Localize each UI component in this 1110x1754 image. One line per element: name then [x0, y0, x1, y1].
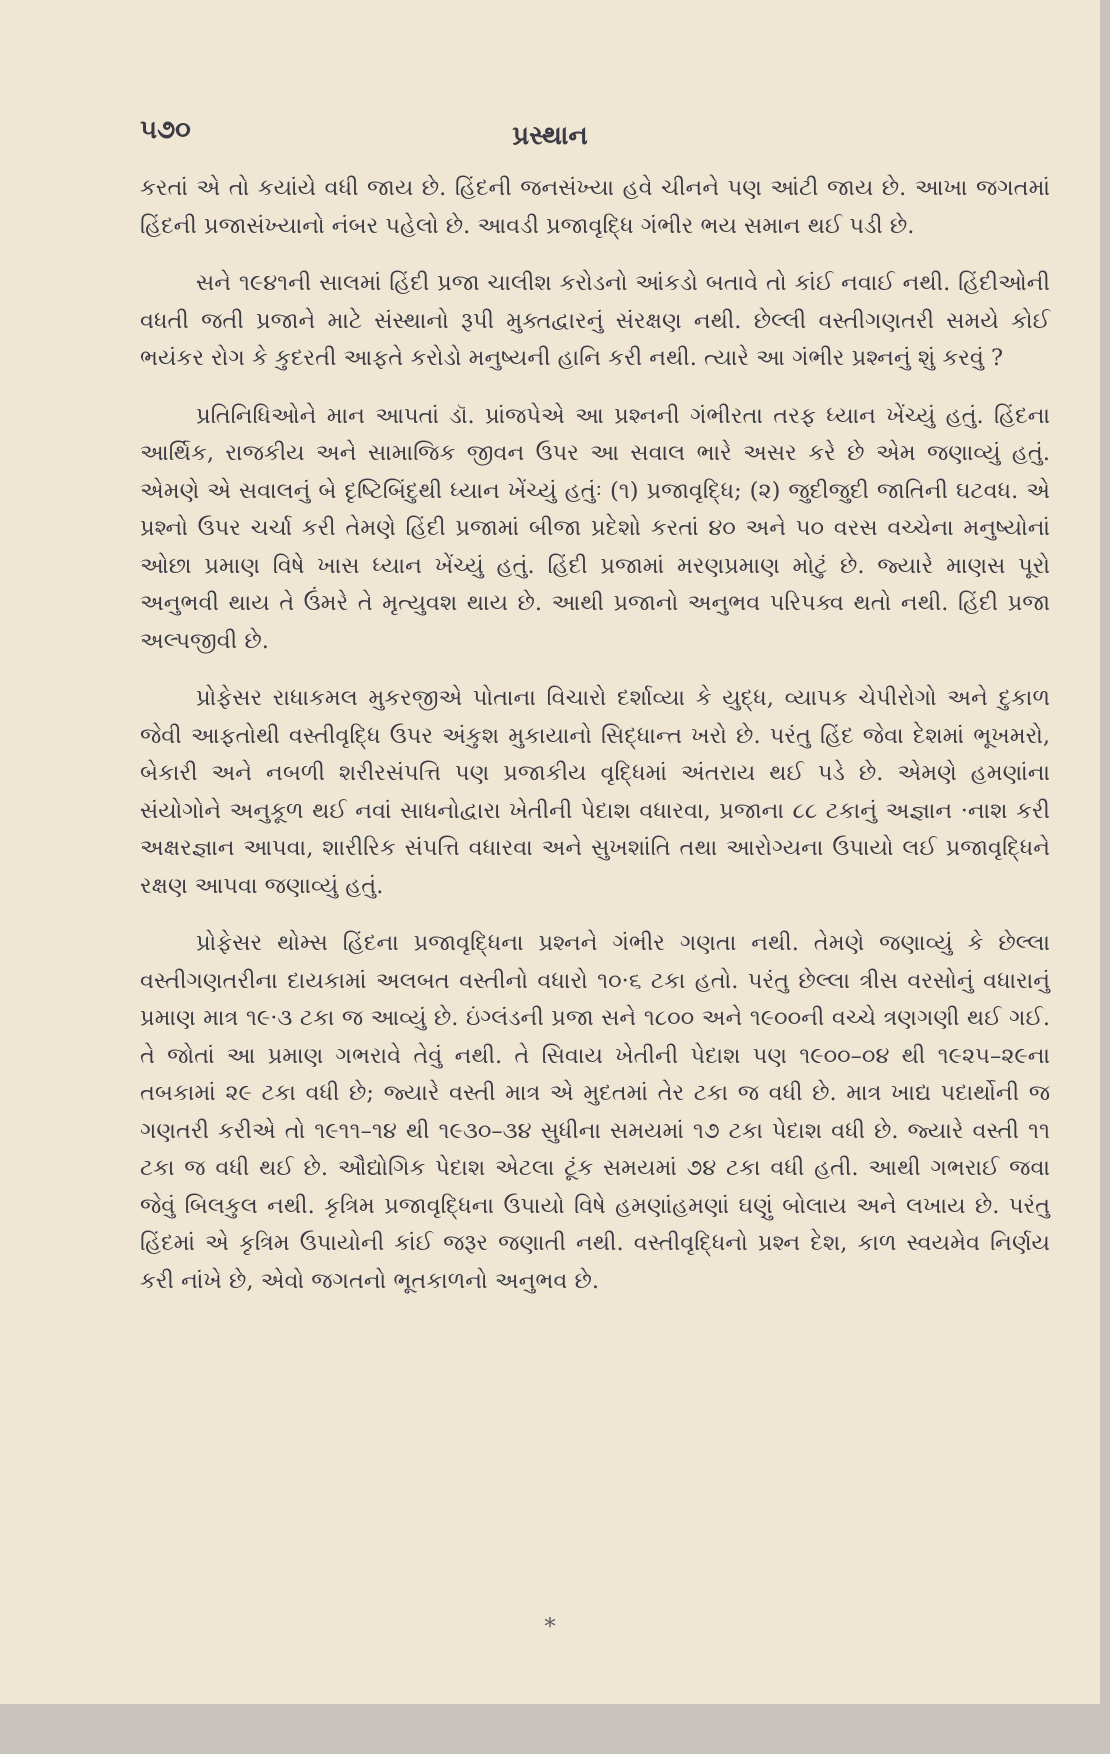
- paragraph: પ્રોફેસર થોમ્સ હિંદના પ્રજાવૃદ્ધિના પ્રશ્નને ગંભીર ગણતા નથી. તેમણે જણાવ્યું કે છેલ્લા વસ્તીગણતરીના દાયકામાં અલબત વસ્તીનો વધારો ૧૦·૬ ટકા હતો. પરંતુ છેલ્લા ત્રીસ વરસોનું વધારાનું પ્રમાણ માત્ર ૧૯·૩ ટકા જ આવ્યું છે. ઇંગ્લંડની પ્રજા સને ૧૮૦૦ અને ૧૯૦૦ની વચ્ચે ત્રણગણી થઈ ગઈ. તે જોતાં આ પ્રમાણ ગભરાવે તેવું નથી. તે સિવાય ખેતીની પેદાશ પણ ૧૯૦૦–૦૪ થી ૧૯૨૫–૨૯ના તબકામાં ૨૯ ટકા વધી છે; જ્યારે વસ્તી માત્ર એ મુદતમાં તેર ટકા જ વધી છે. માત્ર ખાદ્ય પદાર્થોની જ ગણતરી કરીએ તો ૧૯૧૧–૧૪ થી ૧૯૩૦–૩૪ સુધીના સમયમાં ૧૭ ટકા પેદાશ વધી છે. જ્યારે વસ્તી ૧૧ ટકા જ વધી થઈ છે. ઔદ્યોગિક પેદાશ એટલા ટૂંક સમયમાં ૭૪ ટકા વધી હતી. આથી ગભરાઈ જવા જેવું બિલકુલ નથી. કૃત્રિમ પ્રજાવૃદ્ધિના ઉપાયો વિષે હમણાંહમણાં ઘણું બોલાય અને લખાય છે. પરંતુ હિંદમાં એ કૃત્રિમ ઉપાયોની કાંઈ જરૂર જણાતી નથી. વસ્તીવૃદ્ધિનો પ્રશ્ન દેશ, કાળ સ્વયમેવ નિર્ણય કરી નાંખે છે, એવો જગતનો ભૂતકાળનો અનુભવ છે.: [140, 930, 1050, 1294]
- paragraph: સને ૧૯૪૧ની સાલમાં હિંદી પ્રજા ચાલીશ કરોડનો આંકડો બતાવે તો કાંઈ નવાઈ નથી. હિંદીઓની વધતી જતી પ્રજાને માટે સંસ્થાનો રૂપી મુક્તદ્વારનું સંરક્ષણ નથી. છેલ્લી વસ્તીગણતરી સમયે કોઈ ભયંકર રોગ કે કુદરતી આફતે કરોડો મનુષ્યની હાનિ કરી નથી. ત્યારે આ ગંભીર પ્રશ્નનું શું કરવું ?: [140, 270, 1050, 371]
- page-number: ૫૭૦: [140, 115, 191, 145]
- running-title: પ્રસ્થાન: [512, 121, 588, 151]
- body-text: [140, 170, 1050, 1320]
- footer-asterisk: *: [544, 1615, 556, 1640]
- page-header: [0, 115, 1100, 155]
- paragraph-continuation: કરતાં એ તો કયાંયે વધી જાય છે. હિંદની જનસંખ્યા હવે ચીનને પણ આંટી જાય છે. આખા જગતમાં હિંદની પ્રજાસંખ્યાનો નંબર પહેલો છે. આવડી પ્રજાવૃદ્ધિ ગંભીર ભય સમાન થઈ પડી છે.: [140, 175, 1050, 239]
- paragraph: પ્રોફેસર રાધાકમલ મુકરજીએ પોતાના વિચારો દર્શાવ્યા કે યુદ્ધ, વ્યાપક ચેપીરોગો અને દુકાળ જેવી આફતોથી વસ્તીવૃદ્ધિ ઉપર અંકુશ મુકાયાનો સિદ્ધાન્ત ખરો છે. પરંતુ હિંદ જેવા દેશમાં ભૂખમરો, બેકારી અને નબળી શરીરસંપત્તિ પણ પ્રજાકીય વૃદ્ધિમાં અંતરાય થઈ પડે છે. એમણે હમણાંના સંયોગોને અનુકૂળ થઈ નવાં સાધનોદ્વારા ખેતીની પેદાશ વધારવા, પ્રજાના ૮૮ ટકાનું અજ્ઞાન ·નાશ કરી અક્ષરજ્ઞાન આપવા, શારીરિક સંપત્તિ વધારવા અને સુખશાંતિ તથા આરોગ્યના ઉપાયો લઈ પ્રજાવૃદ્ધિને રક્ષણ આપવા જણાવ્યું હતું.: [140, 685, 1050, 899]
- paragraph: પ્રતિનિધિઓને માન આપતાં ડૉ. પ્રાંજપેએ આ પ્રશ્નની ગંભીરતા તરફ ધ્યાન ખેંચ્યું હતું. હિંદના આર્થિક, રાજકીય અને સામાજિક જીવન ઉપર આ સવાલ ભારે અસર કરે છે એમ જણાવ્યું હતું. એમણે એ સવાલનું બે દૃષ્ટિબિંદુથી ધ્યાન ખેંચ્યું હતુંઃ (૧) પ્રજાવૃદ્ધિ; (૨) જુદીજુદી જાતિની ઘટવધ. એ પ્રશ્નો ઉપર ચર્ચા કરી તેમણે હિંદી પ્રજામાં બીજા પ્રદેશો કરતાં ૪૦ અને ૫૦ વરસ વચ્ચેના મનુષ્યોનાં ઓછા પ્રમાણ વિષે ખાસ ધ્યાન ખેંચ્યું હતું. હિંદી પ્રજામાં મરણપ્રમાણ મોટું છે. જ્યારે માણસ પૂરો અનુભવી થાય તે ઉંમરે તે મૃત્યુવશ થાય છે. આથી પ્રજાનો અનુભવ પરિપક્વ થતો નથી. હિંદી પ્રજા અલ્પજીવી છે.: [140, 402, 1050, 654]
